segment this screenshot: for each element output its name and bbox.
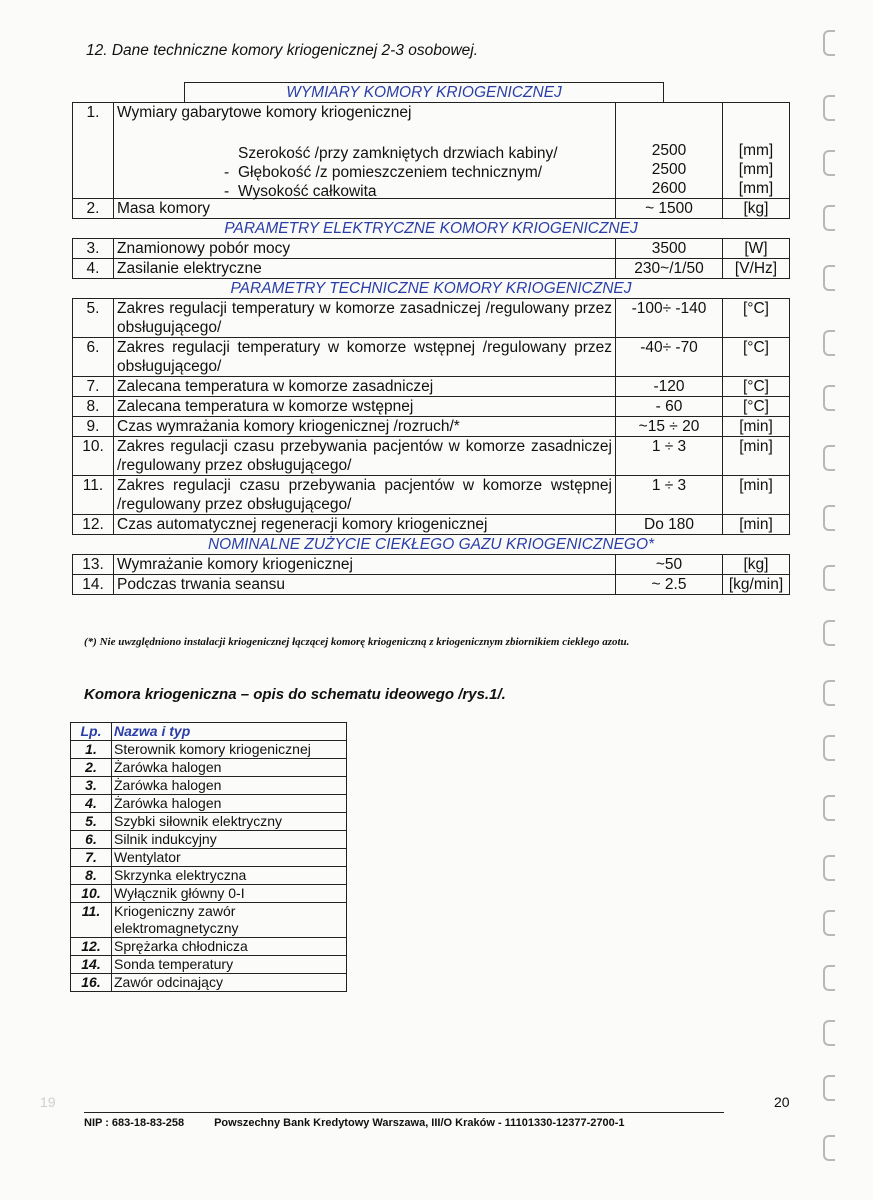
section-header-text: PARAMETRY TECHNICZNE KOMORY KRIOGENICZNEJ bbox=[230, 280, 632, 297]
parts-row bbox=[71, 903, 347, 938]
schematic-subtitle: Komora kriogeniczna – opis do schematu ideowego /rys.1/. bbox=[84, 686, 506, 703]
row-label: Zasilanie elektryczne bbox=[114, 259, 616, 279]
parts-row bbox=[71, 938, 347, 956]
row-label: Zalecana temperatura w komorze zasadniczej bbox=[114, 377, 616, 397]
row-number: 14. bbox=[73, 575, 114, 595]
row-label bbox=[114, 103, 616, 199]
part-name: Szybki siłownik elektryczny bbox=[112, 813, 347, 831]
part-number: 2. bbox=[71, 759, 112, 777]
table-row bbox=[73, 515, 790, 535]
part-name: Wyłącznik główny 0-I bbox=[112, 885, 347, 903]
row-unit: [min] bbox=[723, 515, 790, 535]
technical-params-table bbox=[72, 298, 790, 535]
row-label: Czas automatycznej regeneracji komory kriogenicznej bbox=[114, 515, 616, 535]
part-number: 7. bbox=[71, 849, 112, 867]
part-number: 12. bbox=[71, 938, 112, 956]
row-unit: [°C] bbox=[723, 397, 790, 417]
row-value: 3500 bbox=[616, 239, 723, 259]
row-label: Zakres regulacji temperatury w komorze zasadniczej /regulowany przez obsługującego/ bbox=[114, 299, 616, 338]
part-name: Sprężarka chłodnicza bbox=[112, 938, 347, 956]
row-label: Podczas trwania seansu bbox=[114, 575, 616, 595]
row-label: Zakres regulacji czasu przebywania pacjentów w komorze zasadniczej /regulowany przez obsługującego/ bbox=[114, 437, 616, 476]
parts-row bbox=[71, 974, 347, 992]
part-name: Żarówka halogen bbox=[112, 777, 347, 795]
table-row bbox=[73, 239, 790, 259]
row-value: 230~/1/50 bbox=[616, 259, 723, 279]
part-number: 1. bbox=[71, 741, 112, 759]
row-value: Do 180 bbox=[616, 515, 723, 535]
part-number: 4. bbox=[71, 795, 112, 813]
row-value: 1 ÷ 3 bbox=[616, 476, 723, 515]
row-label: Zalecana temperatura w komorze wstępnej bbox=[114, 397, 616, 417]
row-unit: [W] bbox=[723, 239, 790, 259]
row-number: 4. bbox=[73, 259, 114, 279]
part-number: 8. bbox=[71, 867, 112, 885]
parts-row bbox=[71, 885, 347, 903]
row-label: Znamionowy pobór mocy bbox=[114, 239, 616, 259]
dimension-item: - Wysokość całkowita bbox=[224, 183, 377, 200]
technical-data-table bbox=[72, 82, 790, 595]
parts-row bbox=[71, 759, 347, 777]
row-number: 9. bbox=[73, 417, 114, 437]
row-unit: [°C] bbox=[723, 299, 790, 338]
parts-row bbox=[71, 795, 347, 813]
header-lp: Lp. bbox=[71, 723, 112, 741]
row-number: 13. bbox=[73, 555, 114, 575]
page-title: 12. Dane techniczne komory kriogenicznej 2-3 osobowej. bbox=[86, 42, 479, 59]
row-number: 7. bbox=[73, 377, 114, 397]
part-name: Zawór odcinający bbox=[112, 974, 347, 992]
row-value: -100÷ -140 bbox=[616, 299, 723, 338]
part-number: 10. bbox=[71, 885, 112, 903]
table-row bbox=[73, 199, 790, 219]
footer-divider bbox=[84, 1112, 724, 1113]
section-header-text: NOMINALNE ZUŻYCIE CIEKŁEGO GAZU KRIOGENICZNEGO* bbox=[207, 536, 655, 553]
part-number: 6. bbox=[71, 831, 112, 849]
table-row bbox=[73, 299, 790, 338]
parts-row bbox=[71, 867, 347, 885]
row-value: -40÷ -70 bbox=[616, 338, 723, 377]
table-row bbox=[73, 555, 790, 575]
row-value: - 60 bbox=[616, 397, 723, 417]
row-number: 10. bbox=[73, 437, 114, 476]
row-value: -120 bbox=[616, 377, 723, 397]
part-number: 3. bbox=[71, 777, 112, 795]
part-name: Żarówka halogen bbox=[112, 795, 347, 813]
parts-row bbox=[71, 956, 347, 974]
section-header-technical bbox=[72, 279, 790, 298]
dimensions-table bbox=[72, 102, 790, 219]
row-value: ~50 bbox=[616, 555, 723, 575]
parts-row bbox=[71, 813, 347, 831]
row-value: ~15 ÷ 20 bbox=[616, 417, 723, 437]
footer-nip: NIP : 683-18-83-258 bbox=[84, 1117, 185, 1129]
electrical-table bbox=[72, 238, 790, 279]
row-unit: [kg] bbox=[723, 555, 790, 575]
row-unit: [°C] bbox=[723, 377, 790, 397]
table-row bbox=[73, 397, 790, 417]
row-value: ~ 2.5 bbox=[616, 575, 723, 595]
table-row bbox=[73, 417, 790, 437]
section-header-consumption bbox=[72, 535, 790, 554]
table-row bbox=[73, 476, 790, 515]
footnote: (*) Nie uwzględniono instalacji kriogenicznej łączącej komorę kriogeniczną z kriogenicznym zbiornikiem ciekłego azotu. bbox=[84, 636, 630, 648]
parts-row bbox=[71, 849, 347, 867]
part-number: 11. bbox=[71, 903, 112, 938]
part-number: 5. bbox=[71, 813, 112, 831]
consumption-table bbox=[72, 554, 790, 595]
header-name: Nazwa i typ bbox=[112, 723, 347, 741]
footer bbox=[84, 1117, 625, 1129]
row-unit: [°C] bbox=[723, 338, 790, 377]
row-unit: [V/Hz] bbox=[723, 259, 790, 279]
part-number: 14. bbox=[71, 956, 112, 974]
parts-row bbox=[71, 777, 347, 795]
row-number: 6. bbox=[73, 338, 114, 377]
row-number: 1. bbox=[73, 103, 114, 199]
page-number: 20 bbox=[774, 1094, 790, 1110]
row-number: 5. bbox=[73, 299, 114, 338]
row-unit: [min] bbox=[723, 476, 790, 515]
table-row bbox=[73, 575, 790, 595]
section-header-text: WYMIARY KOMORY KRIOGENICZNEJ bbox=[286, 84, 562, 101]
row-value: 1 ÷ 3 bbox=[616, 437, 723, 476]
section-header-electrical bbox=[72, 219, 790, 238]
part-name: Kriogeniczny zawór elektromagnetyczny bbox=[112, 903, 347, 938]
table-row bbox=[73, 103, 790, 199]
row-label: Masa komory bbox=[114, 199, 616, 219]
parts-table bbox=[70, 722, 347, 992]
row-value: 2500 2500 2600 bbox=[616, 103, 723, 199]
part-name: Wentylator bbox=[112, 849, 347, 867]
part-name: Żarówka halogen bbox=[112, 759, 347, 777]
row-unit: [min] bbox=[723, 437, 790, 476]
parts-header-row bbox=[71, 723, 347, 741]
table-row bbox=[73, 437, 790, 476]
dimension-item: Szerokość /przy zamkniętych drzwiach kabiny/ bbox=[238, 145, 558, 162]
table-row bbox=[73, 377, 790, 397]
parts-row bbox=[71, 741, 347, 759]
part-name: Skrzynka elektryczna bbox=[112, 867, 347, 885]
footer-bank: Powszechny Bank Kredytowy Warszawa, III/O Kraków - 11101330-12377-2700-1 bbox=[214, 1117, 625, 1129]
row-number: 2. bbox=[73, 199, 114, 219]
section-header-text: PARAMETRY ELEKTRYCZNE KOMORY KRIOGENICZNEJ bbox=[224, 220, 638, 237]
row-value: ~ 1500 bbox=[616, 199, 723, 219]
row-label: Wymrażanie komory kriogenicznej bbox=[114, 555, 616, 575]
row-unit: [kg] bbox=[723, 199, 790, 219]
dimension-item: - Głębokość /z pomieszczeniem technicznym/ bbox=[224, 164, 543, 181]
part-name: Sonda temperatury bbox=[112, 956, 347, 974]
row-unit: [kg/min] bbox=[723, 575, 790, 595]
row-label: Zakres regulacji czasu przebywania pacjentów w komorze wstępnej /regulowany przez obsługującego/ bbox=[114, 476, 616, 515]
table-row bbox=[73, 259, 790, 279]
bleed-page-number: 19 bbox=[40, 1094, 56, 1110]
section-header-dimensions bbox=[184, 82, 664, 102]
binding-rings bbox=[811, 0, 873, 1200]
part-name: Silnik indukcyjny bbox=[112, 831, 347, 849]
parts-row bbox=[71, 831, 347, 849]
row-number: 3. bbox=[73, 239, 114, 259]
row-label: Czas wymrażania komory kriogenicznej /rozruch/* bbox=[114, 417, 616, 437]
row-unit: [mm] [mm] [mm] bbox=[723, 103, 790, 199]
row-number: 8. bbox=[73, 397, 114, 417]
row-number: 11. bbox=[73, 476, 114, 515]
row-number: 12. bbox=[73, 515, 114, 535]
table-row bbox=[73, 338, 790, 377]
row-unit: [min] bbox=[723, 417, 790, 437]
part-number: 16. bbox=[71, 974, 112, 992]
part-name: Sterownik komory kriogenicznej bbox=[112, 741, 347, 759]
row-label: Zakres regulacji temperatury w komorze wstępnej /regulowany przez obsługującego/ bbox=[114, 338, 616, 377]
dimensions-label: Wymiary gabarytowe komory kriogenicznej bbox=[117, 104, 412, 121]
